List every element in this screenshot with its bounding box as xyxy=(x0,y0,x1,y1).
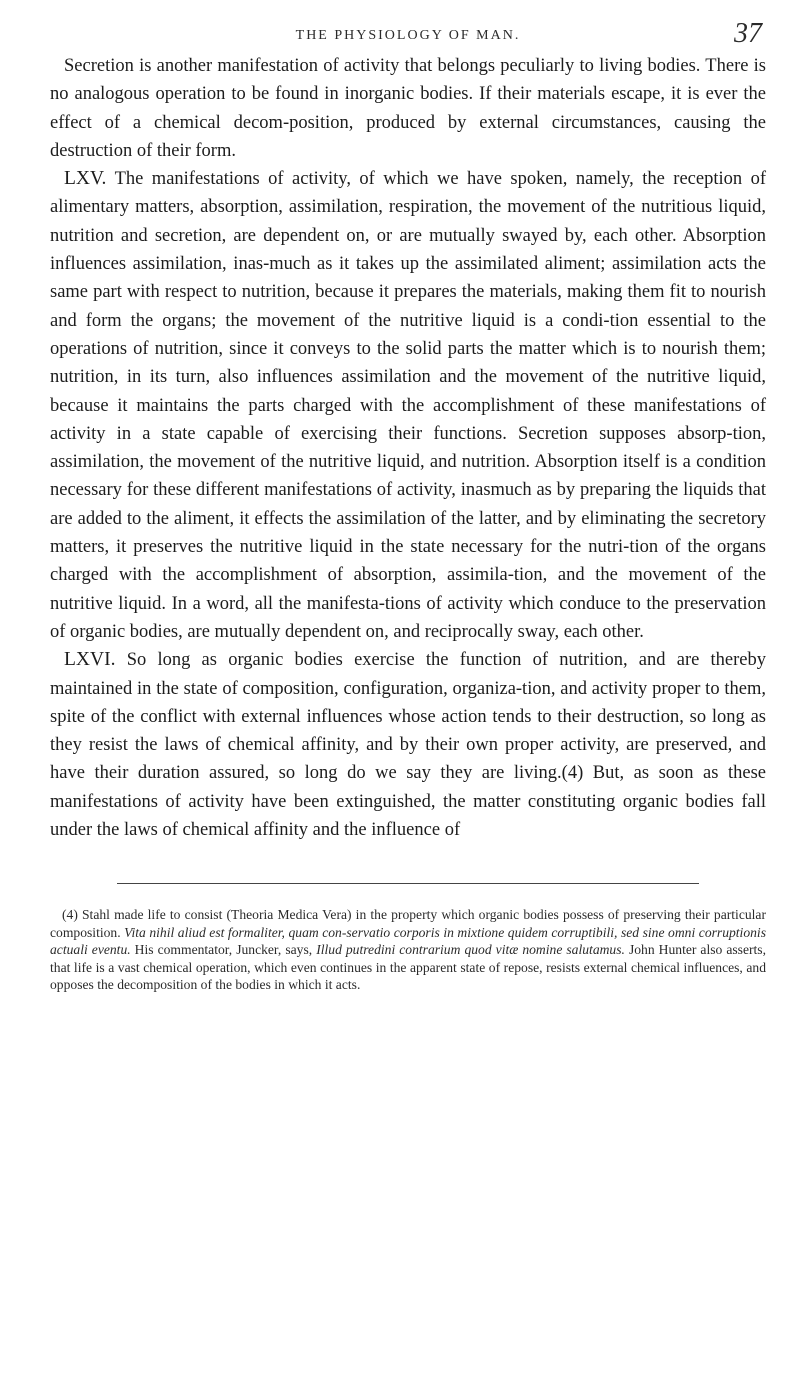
footnote-text: His commentator, Juncker, says, xyxy=(130,942,317,958)
footnote-4 xyxy=(50,906,766,994)
section-number: LXV. xyxy=(64,168,107,190)
body-text xyxy=(50,52,766,844)
section-number: LXVI. xyxy=(64,649,116,671)
latin-quote-juncker: Illud putredini contrarium quod vitæ nomine salutamus. xyxy=(316,942,625,958)
footnote-text: John Hunter also asserts, that life is a vast chemical operation, which even continues in the apparent state of repose, resists external chemical influences, and opposes the decomposition of the bodies in which it acts. xyxy=(50,942,766,993)
footnote-divider xyxy=(117,883,699,884)
paragraph-lxvi xyxy=(50,646,766,844)
footnote xyxy=(50,906,766,994)
book-page xyxy=(50,0,766,1386)
running-head xyxy=(50,0,766,52)
paragraph-text: Secretion is another manifestation of activity that belongs peculiarly to living bodies. There is no analogous operation to be found in inorganic bodies. If their materials escape, it is ever the effect of a chemical decom-position, produced by external circumstances, causing the destruction of their form. xyxy=(50,56,766,161)
running-title: THE PHYSIOLOGY OF MAN. xyxy=(295,28,521,43)
latin-quote-stahl: Vita nihil aliud est formaliter, quam con-servatio corporis in mixtione quidem corruptibili, sed sine omni corruptionis actuali eventu. xyxy=(50,924,766,958)
paragraph-lxv xyxy=(50,165,766,646)
paragraph-text: The manifestations of activity, of which we have spoken, namely, the reception of alimentary matters, absorption, assimilation, respiration, the movement of the nutritious liquid, nutrition and secretion, are dependent on, or are mutually swayed by, each other. Absorption influences assimilation, inas-much as it takes up the assimilated aliment; assimilation acts the same part with respect to nutrition, because it prepares the materials, making them fit to nourish and form the organs; the movement of the nutritive liquid is a condi-tion essential to the operations of nutrition, since it conveys to the solid parts the matter which is to nourish them; nutrition, in its turn, also influences assimilation and the movement of the nutritive liquid, because it maintains the parts charged with the accomplishment of these manifestations of activity in a state capable of exercising their functions. Secretion supposes absorp-tion, assimilation, the movement of the nutritive liquid, and nutrition. Absorption itself is a condition necessary for these different manifestations of activity, inasmuch as by preparing the liquids that are added to the aliment, it effects the assimilation of the latter, and by eliminating the secretory matters, it preserves the nutritive liquid in the state necessary for the nutri-tion of the organs charged with the accomplishment of absorption, assimila-tion, and the movement of the nutritive liquid. In a word, all the manifesta-tions of activity which conduce to the preservation of organic bodies, are mutually dependent on, and reciprocally sway, each other. xyxy=(50,169,766,642)
footnote-text: (4) Stahl made life to consist (Theoria Medica Vera) in the property which organic bodies possess of preserving their particular composition. xyxy=(50,907,766,940)
page-number: 37 xyxy=(734,18,762,49)
paragraph-text: So long as organic bodies exercise the function of nutrition, and are thereby maintained in the state of composition, configuration, organiza-tion, and activity proper to them, spite of the conflict with external influences whose action tends to their destruction, so long as they resist the laws of chemical affinity, and by their own proper activity, are preserved, and have their duration assured, so long do we say they are living.(4) But, as soon as these manifestations of activity have been extinguished, the matter constituting organic bodies fall under the laws of chemical affinity and the influence of xyxy=(50,650,767,841)
paragraph-secretion xyxy=(50,52,766,165)
